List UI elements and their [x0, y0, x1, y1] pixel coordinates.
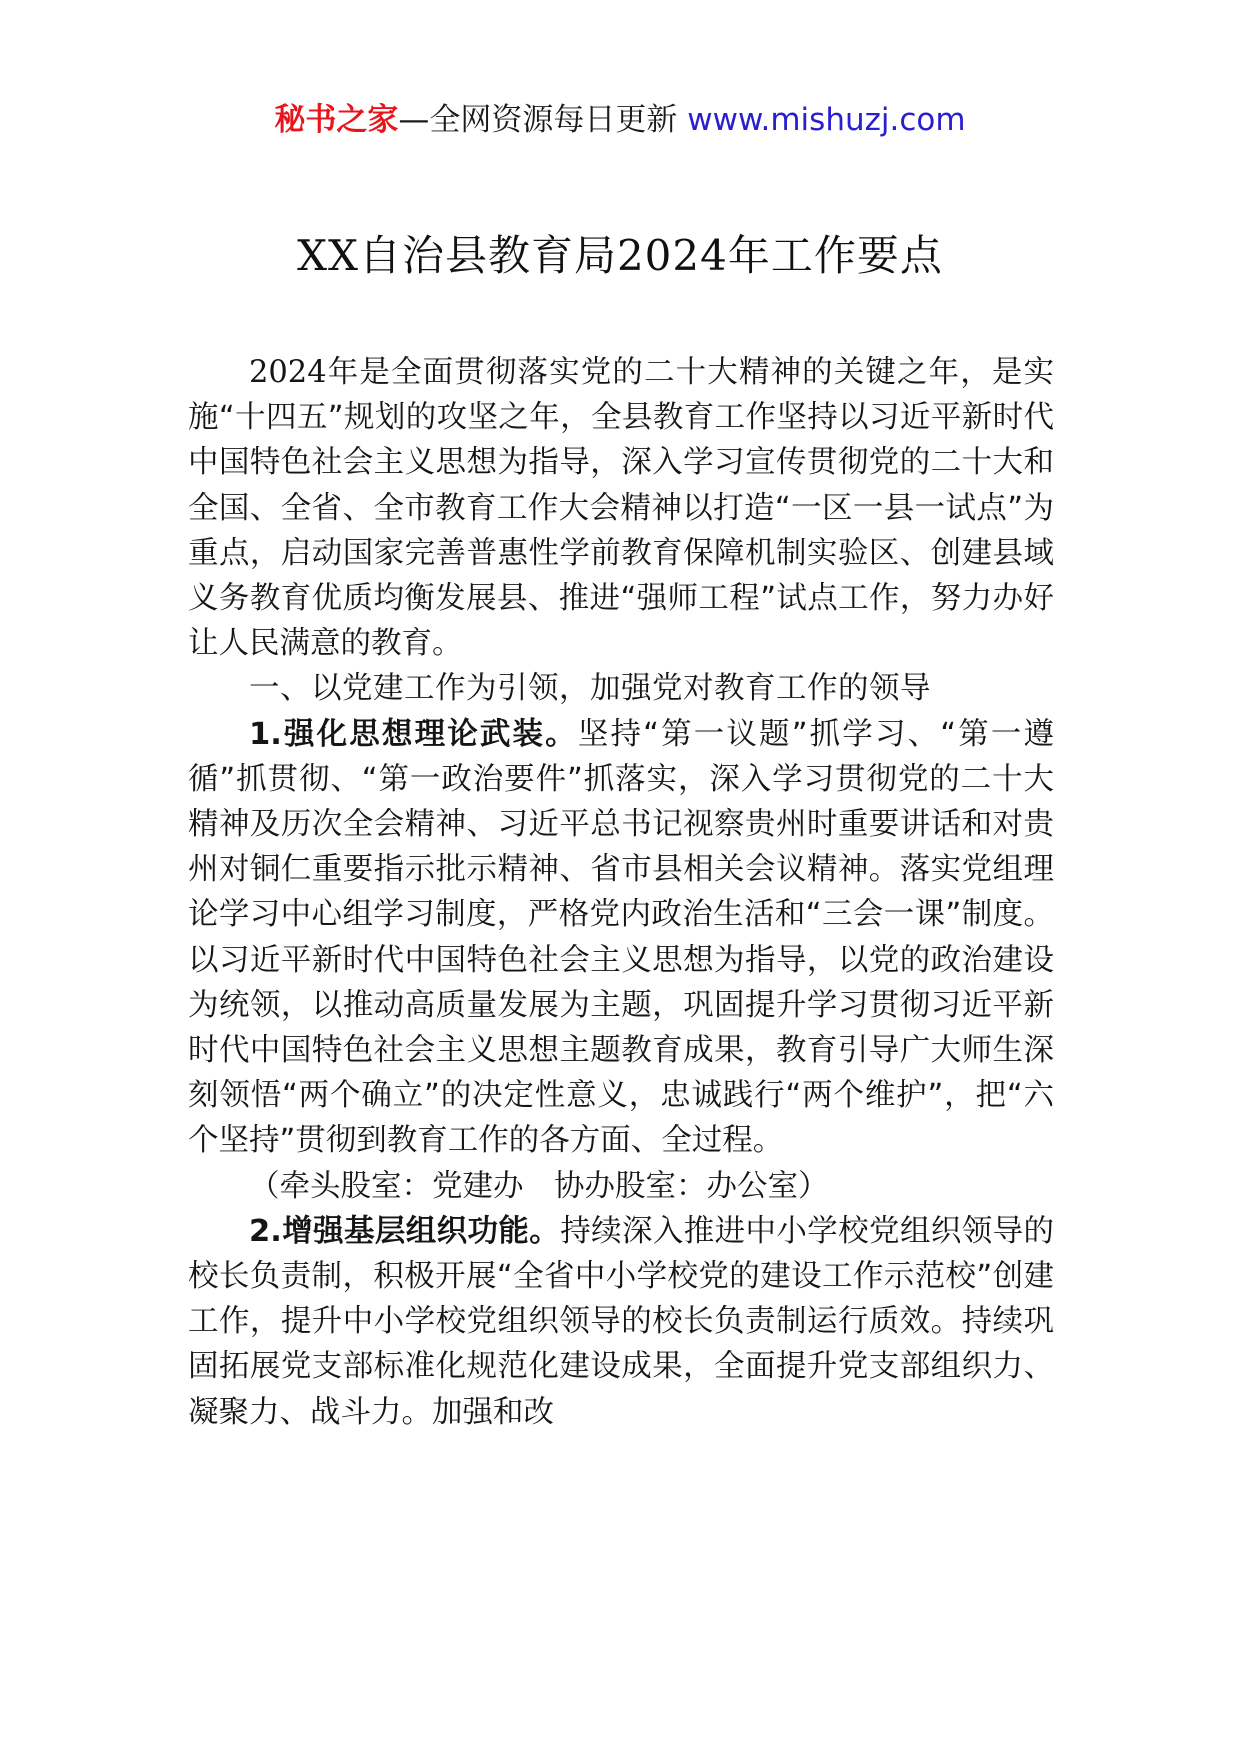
intro-text: 年是全面贯彻落实党的二十大精神的关键之年，是实施“十四五”规划的攻坚之年，全县教育工作坚持以习近平新时代中国特色社会主义思想为指导，深入学习宣传贯彻党的二十大和全国、全省、全市教育工作大会精神以打造“一区一县一试点”为重点，启动国家完善普惠性学前教育保障机制实验区、创建县域义务教育优质均衡发展县、推进“强师工程”试点工作，努力办好让人民满意的教育。 [188, 355, 1054, 662]
brand-name: 秘书之家 [274, 102, 399, 138]
document-body [188, 350, 1054, 1435]
item-1-responsibility-note: （牵头股室：党建办 协办股室：办公室） [249, 1168, 829, 1204]
intro-paragraph [188, 350, 1054, 666]
item-1-paragraph [188, 712, 1054, 1164]
page-title: XX自治县教育局2024年工作要点 [297, 231, 943, 280]
site-url-link[interactable]: www.mishuzj.com [687, 102, 966, 138]
item-2-text: 持续深入推进中小学校党组织领导的校长负责制，积极开展“全省中小学校党的建设工作示范校”创建工作，提升中小学校党组织领导的校长负责制运行质效。持续巩固拓展党支部标准化规范化建设成果，全面提升党支部组织力、凝聚力、战斗力。加强和改 [188, 1213, 1054, 1430]
banner-tagline: —全网资源每日更新 [398, 102, 678, 138]
item-2-paragraph [188, 1209, 1054, 1435]
site-banner [0, 100, 1240, 140]
item-1-title: 1.强化思想理论武装。 [249, 716, 578, 752]
section-heading: 一、以党建工作为引领，加强党对教育工作的领导 [249, 671, 931, 707]
intro-year: 2024 [249, 355, 327, 390]
item-1-text: 坚持“第一议题”抓学习、“第一遵循”抓贯彻、“第一政治要件”抓落实，深入学习贯彻党的二十大精神及历次全会精神、习近平总书记视察贵州时重要讲话和对贵州对铜仁重要指示批示精神、省市县相关会议精神。落实党组理论学习中心组学习制度，严格党内政治生活和“三会一课”制度。以习近平新时代中国特色社会主义思想为指导，以党的政治建设为统领，以推动高质量发展为主题，巩固提升学习贯彻习近平新时代中国特色社会主义思想主题教育成果，教育引导广大师生深刻领悟“两个确立”的决定性意义，忠诚践行“两个维护”，把“六个坚持”贯彻到教育工作的各方面、全过程。 [188, 716, 1054, 1159]
item-2-title: 2.增强基层组织功能。 [249, 1213, 561, 1249]
